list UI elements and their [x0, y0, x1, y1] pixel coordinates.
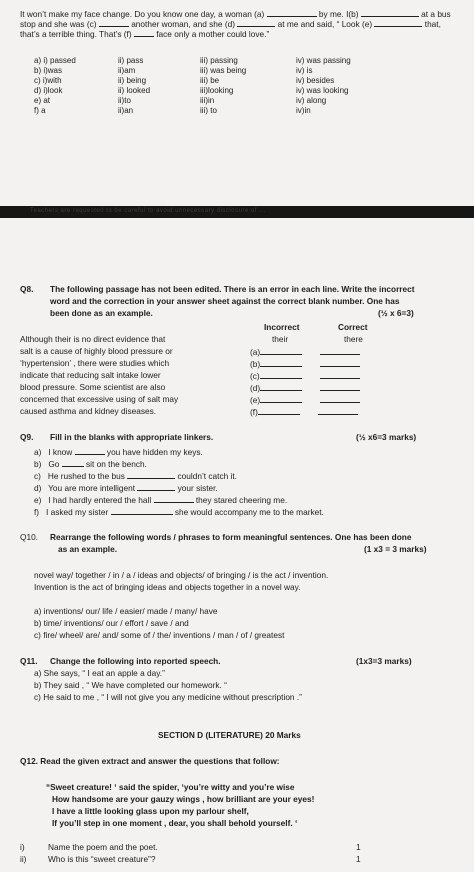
- q10-number: Q10.: [20, 532, 38, 542]
- answer-blank: [320, 394, 360, 403]
- q12-extract-line: “Sweet creature! ‘ said the spider, ‘you’re witty and you’re wise: [46, 782, 295, 792]
- answer-blank: [127, 470, 175, 479]
- q10-instruction-line-2: as an example.: [58, 544, 118, 554]
- q9-item: [34, 482, 218, 493]
- option-cell: ii)an: [118, 106, 134, 115]
- q9-item: [34, 446, 203, 457]
- answer-blank: [320, 382, 360, 391]
- option-cell: ii)to: [118, 96, 131, 105]
- q9-item-text: I asked my sister: [46, 507, 109, 517]
- q8-blank-label: (f): [250, 407, 258, 417]
- answer-blank: [260, 370, 302, 379]
- section-heading: SECTION D (LITERATURE) 20 Marks: [158, 730, 301, 740]
- q12-question-marks: 1: [356, 854, 361, 864]
- option-cell: f) a: [34, 106, 46, 115]
- answer-blank: [99, 18, 129, 27]
- q12-question: [20, 854, 26, 864]
- q8-instruction-line-1: The following passage has not been edited. There is an error in each line. Write the incorrect: [50, 284, 415, 294]
- q10-example-jumbled: novel way/ together / in / a / ideas and objects/ of bringing / is the act / invention.: [34, 570, 329, 580]
- q12-question-marks: 1: [356, 842, 361, 852]
- q8-number: Q8.: [20, 284, 34, 294]
- q8-blank-label: (d): [250, 383, 261, 393]
- option-cell: iv) along: [296, 96, 327, 105]
- q9-item-text: she would accompany me to the market.: [174, 507, 324, 517]
- answer-blank: [237, 18, 275, 27]
- top-passage-text: that,: [424, 19, 441, 29]
- option-cell: iv) is: [296, 66, 313, 75]
- answer-blank: [258, 406, 300, 415]
- q12-question-label: i): [20, 842, 25, 852]
- answer-blank: [320, 358, 360, 367]
- top-passage-text: face only a mother could love.”: [156, 29, 270, 39]
- top-passage-text: It won’t make my face change. Do you know one day, a woman (a): [20, 9, 265, 19]
- q9-item-label: b): [34, 459, 42, 469]
- option-cell: ii) looked: [118, 86, 151, 95]
- answer-blank: [62, 458, 84, 467]
- q11-item: a) She says, “ I eat an apple a day.”: [34, 668, 165, 678]
- q11-item: b) They said , “ We have completed our homework. “: [34, 680, 227, 690]
- answer-blank: [318, 406, 358, 415]
- option-cell: ii) pass: [118, 56, 144, 65]
- q8-passage-line: blood pressure. Some scientist are also: [20, 382, 166, 392]
- q9-item-text: you have hidden my keys.: [106, 447, 203, 457]
- answer-blank: [361, 8, 419, 17]
- option-cell: ii) being: [118, 76, 147, 85]
- option-cell: iii)in: [200, 96, 215, 105]
- option-cell: b) i)was: [34, 66, 63, 75]
- top-passage-line-3: [20, 28, 269, 39]
- q8-blank-row: [250, 370, 360, 381]
- q9-item-text: He rushed to the bus: [47, 471, 125, 481]
- option-cell: c) i)with: [34, 76, 62, 85]
- q9-item-text: sit on the bench.: [86, 459, 147, 469]
- option-cell: a) i) passed: [34, 56, 76, 65]
- answer-blank: [260, 346, 302, 355]
- q12-question-text: Who is this “sweet creature”?: [48, 854, 156, 864]
- answer-blank: [260, 394, 302, 403]
- q9-item-text: I had hardly entered the hall: [48, 495, 152, 505]
- answer-blank: [137, 482, 175, 491]
- q8-passage-line: caused asthma and kidney diseases.: [20, 406, 157, 416]
- q10-instruction-line-1: Rearrange the following words / phrases to form meaningful sentences. One has been done: [50, 532, 412, 542]
- q9-item: [34, 494, 287, 505]
- option-cell: ii)am: [118, 66, 136, 75]
- q8-blank-row: [250, 358, 360, 369]
- q11-number: Q11.: [20, 656, 38, 666]
- q8-passage-line: ‘hypertension’ , there were studies which: [20, 358, 170, 368]
- q10-item: b) time/ inventions/ our / effort / save / and: [34, 618, 189, 628]
- answer-blank: [75, 446, 105, 455]
- q11-title: Change the following into reported speech.: [50, 656, 221, 666]
- top-passage-text: at a bus: [421, 9, 451, 19]
- top-passage-text: by me. I(b): [318, 9, 359, 19]
- q8-passage-line: salt is a cause of highly blood pressure or: [20, 346, 173, 356]
- q9-item: [34, 506, 324, 517]
- q9-item-label: e): [34, 495, 42, 505]
- q9-item-label: c): [34, 471, 41, 481]
- q12-question-label: ii): [20, 854, 27, 864]
- option-cell: iv) was passing: [296, 56, 351, 65]
- q10-example-answer: Invention is the act of bringing ideas and objects together in a novel way.: [34, 582, 301, 592]
- top-passage-text: at me and said, “ Look (e): [277, 19, 373, 29]
- q9-item-label: a): [34, 447, 42, 457]
- q9-item: [34, 470, 237, 481]
- q8-blank-row: [250, 406, 358, 417]
- q12-extract-line: How handsome are your gauzy wings , how brilliant are your eyes!: [52, 794, 315, 804]
- q8-blank-row: [250, 346, 360, 357]
- top-passage-text: another woman, and she (d): [131, 19, 235, 29]
- q8-blank-label: (e): [250, 395, 261, 405]
- q9-number: Q9.: [20, 432, 34, 442]
- option-cell: iii) to: [200, 106, 217, 115]
- q10-item: a) inventions/ our/ life / easier/ made / many/ have: [34, 606, 218, 616]
- q8-blank-label: (a): [250, 347, 261, 357]
- q9-item-text: couldn’t catch it.: [177, 471, 237, 481]
- q9-title: Fill in the blanks with appropriate linkers.: [50, 432, 214, 442]
- q8-passage-line: Although their is no direct evidence that: [20, 334, 166, 344]
- q9-item: [34, 458, 147, 469]
- q9-item-label: f): [34, 507, 40, 517]
- answer-blank: [260, 358, 302, 367]
- option-cell: iii) be: [200, 76, 220, 85]
- option-cell: iii) passing: [200, 56, 238, 65]
- q9-marks: (½ x6=3 marks): [356, 432, 417, 442]
- q12-question-text: Name the poem and the poet.: [48, 842, 158, 852]
- answer-blank: [134, 28, 154, 37]
- option-cell: iii)looking: [200, 86, 234, 95]
- q11-marks: (1x3=3 marks): [356, 656, 412, 666]
- q9-item-text: they stared cheering me.: [195, 495, 288, 505]
- answer-blank: [267, 8, 317, 17]
- q8-blank-label: (b): [250, 359, 261, 369]
- q9-item-label: d): [34, 483, 42, 493]
- q9-item-text: Go: [48, 459, 60, 469]
- q9-item-text: You are more intelligent: [48, 483, 136, 493]
- option-cell: iv)in: [296, 106, 311, 115]
- q12-title: Q12. Read the given extract and answer the questions that follow:: [20, 756, 280, 766]
- q9-item-text: your sister.: [177, 483, 218, 493]
- band-text: Teachers are requested to be careful to avoid unnecessary disclosure of ...: [30, 208, 266, 214]
- answer-blank: [374, 18, 422, 27]
- answer-blank: [320, 370, 360, 379]
- answer-blank: [111, 506, 173, 515]
- top-passage-text: that’s a terrible thing. That’s (f): [20, 29, 132, 39]
- q10-item: c) fire/ wheel/ are/ and/ some of / the/ inventions / man / of / greatest: [34, 630, 285, 640]
- q8-blank-label: (c): [250, 371, 260, 381]
- option-cell: d) i)look: [34, 86, 63, 95]
- option-cell: iii) was being: [200, 66, 247, 75]
- q12-extract-line: I have a little looking glass upon my parlour shelf,: [52, 806, 249, 816]
- answer-blank: [320, 346, 360, 355]
- q8-instruction-line-2: word and the correction in your answer sheet against the correct blank number. One has: [50, 296, 400, 306]
- q8-head-correct-example: there: [344, 334, 363, 344]
- q8-passage-line: concerned that excessive using of salt may: [20, 394, 179, 404]
- option-cell: iv) was looking: [296, 86, 349, 95]
- q8-blank-row: [250, 394, 360, 405]
- q8-passage-line: indicate that reducing salt intake lower: [20, 370, 161, 380]
- answer-blank: [154, 494, 194, 503]
- answer-blank: [260, 382, 302, 391]
- q8-head-incorrect: Incorrect: [264, 322, 300, 332]
- q8-instruction-line-3: been done as an example.: [50, 308, 153, 318]
- option-cell: e) at: [34, 96, 51, 105]
- q8-blank-row: [250, 382, 360, 393]
- q8-head-correct: Correct: [338, 322, 368, 332]
- q12-extract-line: If you’ll step in one moment , dear, you shall behold yourself. ‘: [52, 818, 298, 828]
- q11-item: c) He said to me , “ I will not give you any medicine without prescription .”: [34, 692, 302, 702]
- q8-head-incorrect-example: their: [272, 334, 289, 344]
- top-passage-text: stop and she was (c): [20, 19, 97, 29]
- q12-question: [20, 842, 25, 852]
- q8-marks: (½ x 6=3): [378, 308, 414, 318]
- option-cell: iv) besides: [296, 76, 335, 85]
- q10-marks: (1 x3 = 3 marks): [364, 544, 427, 554]
- q9-item-text: I know: [48, 447, 73, 457]
